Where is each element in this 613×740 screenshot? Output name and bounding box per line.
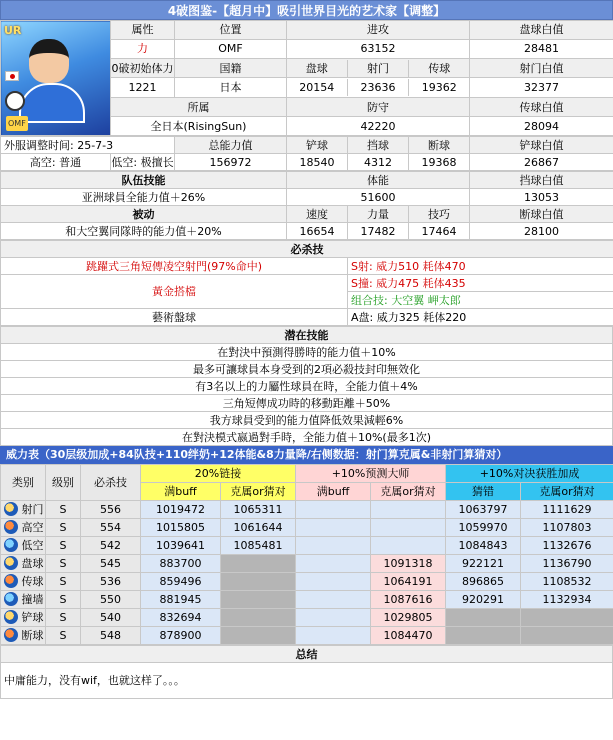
low-ball-icon [4, 538, 18, 552]
row-type-label: 撞墙 [21, 593, 44, 606]
pass-label: 传球 [428, 61, 451, 75]
pos-value: OMF [175, 39, 287, 58]
latent-item: 我方球員受到的能力值降低效果減輕6% [1, 412, 613, 429]
pos-label: 位置 [175, 21, 287, 40]
latent-label: 潜在技能 [1, 327, 613, 344]
row-duel-wrong: 896865 [446, 573, 521, 591]
row-skill: 542 [81, 537, 141, 555]
dribble-white-value: 28481 [470, 39, 613, 58]
group-predict: +10%预测大师 [296, 465, 446, 483]
special-skill-2-combo: 组合技: 大空翼 岬太郎 [348, 292, 613, 309]
row-level: S [46, 519, 81, 537]
row-link-counter [221, 573, 296, 591]
table-row [1, 501, 613, 519]
row-predict-full [296, 627, 371, 645]
pass-value: 19362 [421, 81, 457, 95]
row-link-counter [221, 609, 296, 627]
intercept-label: 断球 [409, 137, 470, 154]
tackle-icon [4, 610, 18, 624]
low-ball-rating: 低空: 极擅长 [111, 155, 174, 169]
power-table-header: 威力表（30层级加成+84队技+110绊奶+12体能&8力量降/右侧数据：射门算克属&非射门算猜对） [0, 446, 613, 464]
latent-item: 在對決中預測得勝時的能力值＋10% [1, 344, 613, 361]
tackle-label: 铲球 [287, 137, 348, 154]
dribble-value: 20154 [287, 79, 347, 96]
row-level: S [46, 555, 81, 573]
shoot-white-value: 32377 [470, 78, 613, 98]
row-link-counter [221, 555, 296, 573]
row-duel-counter [521, 609, 613, 627]
shoot-icon [4, 502, 18, 516]
row-level: S [46, 627, 81, 645]
row-skill: 545 [81, 555, 141, 573]
sub-full-buff-1: 满buff [141, 483, 221, 501]
row-type [1, 555, 46, 573]
latent-item: 有3名以上的力屬性球員在時，全能力值＋4% [1, 378, 613, 395]
row-duel-wrong [446, 609, 521, 627]
pass-white-label: 传球白值 [470, 98, 613, 117]
special-skill-table [0, 240, 613, 326]
row-link-full: 859496 [141, 573, 221, 591]
shoot-value: 23636 [347, 79, 409, 96]
col-skill: 必杀技 [81, 465, 141, 501]
row-duel-wrong [446, 627, 521, 645]
block-white-label: 挡球白值 [470, 172, 613, 189]
intercept-value: 19368 [409, 154, 470, 171]
passive-label: 被动 [1, 206, 287, 223]
special-skill-1-name: 跳躍式三角短傳凌空射門(97%命中) [1, 258, 348, 275]
dribble-white-label: 盘球白值 [470, 21, 613, 40]
special-skill-2-info: S撞: 威力475 耗体435 [348, 275, 613, 292]
special-label: 必杀技 [1, 241, 613, 258]
row-skill: 554 [81, 519, 141, 537]
row-level: S [46, 501, 81, 519]
total-value: 156972 [175, 154, 287, 171]
japan-flag-icon [5, 71, 19, 81]
table-row [1, 537, 613, 555]
page-title: 4破图鉴-【超月中】吸引世界目光的艺术家【调整】 [0, 0, 613, 20]
stamina-value: 1221 [111, 78, 175, 98]
power-table [0, 464, 613, 645]
row-link-full: 883700 [141, 555, 221, 573]
row-type-label: 高空 [21, 521, 44, 534]
stamina-stat-label: 体能 [287, 172, 470, 189]
summary-label: 总结 [1, 646, 613, 663]
row-duel-counter: 1132934 [521, 591, 613, 609]
dribble-icon [4, 556, 18, 570]
row-duel-counter [521, 627, 613, 645]
row-duel-wrong: 1063797 [446, 501, 521, 519]
summary-table [0, 645, 613, 699]
summary-text: 中庸能力，没有wif，也就这样了。。。 [1, 663, 613, 699]
sub-counter-2: 克属or猜对 [371, 483, 446, 501]
ur-rarity-badge: UR [4, 24, 22, 37]
attack-sub-values [287, 78, 470, 98]
shoot-white-label: 射门白值 [470, 58, 613, 78]
row-predict-counter: 1091318 [371, 555, 446, 573]
row-duel-counter: 1107803 [521, 519, 613, 537]
speed-label: 速度 [287, 206, 348, 223]
row-type [1, 591, 46, 609]
row-type [1, 627, 46, 645]
row-level: S [46, 609, 81, 627]
defense-label: 防守 [287, 98, 470, 117]
position-badge: OMF [6, 116, 28, 131]
row-type-label: 断球 [21, 629, 44, 642]
row-duel-counter: 1111629 [521, 501, 613, 519]
sub-counter-1: 克属or猜对 [221, 483, 296, 501]
technique-value: 17464 [409, 223, 470, 240]
player-face-icon [29, 39, 69, 83]
table-row [1, 519, 613, 537]
adjust-table [0, 136, 613, 171]
player-shirt-icon [19, 83, 85, 123]
row-level: S [46, 573, 81, 591]
row-predict-full [296, 609, 371, 627]
intercept-white-value: 28100 [470, 223, 613, 240]
team-skill-text: 亚洲球員全能力值＋26% [1, 189, 287, 206]
row-predict-counter [371, 519, 446, 537]
speed-value: 16654 [287, 223, 348, 240]
row-link-full: 881945 [141, 591, 221, 609]
col-level: 级别 [46, 465, 81, 501]
table-row [1, 609, 613, 627]
row-type-label: 低空 [21, 539, 44, 552]
row-level: S [46, 537, 81, 555]
technique-label: 技巧 [409, 206, 470, 223]
adjust-date: 外服调整时间: 25-7-3 [1, 137, 175, 154]
row-link-counter: 1085481 [221, 537, 296, 555]
special-skill-3-info: A盘: 威力325 耗体220 [348, 309, 613, 326]
player-card-portrait [1, 21, 111, 136]
row-predict-counter [371, 501, 446, 519]
latent-item: 最多可讓球員本身受到的2項必殺技封印無效化 [1, 361, 613, 378]
row-duel-wrong: 922121 [446, 555, 521, 573]
tackle-white-label: 铲球白值 [470, 137, 613, 154]
row-link-full: 832694 [141, 609, 221, 627]
row-type-label: 铲球 [21, 611, 44, 624]
row-type-label: 传球 [21, 575, 44, 588]
row-predict-counter: 1087616 [371, 591, 446, 609]
row-duel-counter: 1108532 [521, 573, 613, 591]
row-duel-wrong: 920291 [446, 591, 521, 609]
row-skill: 540 [81, 609, 141, 627]
latent-item: 在對決模式嬴過對手時，全能力值＋10%(最多1次) [1, 429, 613, 446]
special-skill-2-name: 黃金搭檔 [1, 275, 348, 309]
row-predict-full [296, 555, 371, 573]
row-skill: 550 [81, 591, 141, 609]
team-label: 所属 [111, 98, 287, 117]
row-predict-counter: 1084470 [371, 627, 446, 645]
row-skill: 548 [81, 627, 141, 645]
block-white-value: 13053 [470, 189, 613, 206]
table-row [1, 591, 613, 609]
intercept-icon [4, 628, 18, 642]
team-value: 全日本(RisingSun) [111, 117, 287, 136]
row-duel-wrong: 1084843 [446, 537, 521, 555]
table-row [1, 573, 613, 591]
sub-full-buff-2: 满buff [296, 483, 371, 501]
sub-counter-3: 克属or猜对 [521, 483, 613, 501]
latent-skill-table [0, 326, 613, 446]
stamina-stat-value: 51600 [287, 189, 470, 206]
table-row [1, 627, 613, 645]
tackle-value: 18540 [287, 154, 348, 171]
attr-value: 力 [111, 39, 175, 58]
row-type [1, 501, 46, 519]
row-link-full: 1019472 [141, 501, 221, 519]
high-ball-icon [4, 520, 18, 534]
row-predict-counter: 1064191 [371, 573, 446, 591]
attack-sub-labels [287, 58, 470, 78]
group-link: 20%链接 [141, 465, 296, 483]
attr-label: 属性 [111, 21, 175, 40]
row-predict-full [296, 537, 371, 555]
shoot-label: 射门 [347, 60, 409, 77]
soccer-ball-icon [5, 91, 25, 111]
nation-label: 国籍 [175, 58, 287, 78]
row-type [1, 519, 46, 537]
row-predict-full [296, 501, 371, 519]
row-type [1, 609, 46, 627]
team-skill-label: 队伍技能 [1, 172, 287, 189]
attack-value: 63152 [287, 39, 470, 58]
row-type [1, 573, 46, 591]
intercept-white-label: 断球白值 [470, 206, 613, 223]
total-label: 总能力值 [175, 137, 287, 154]
power-label: 力量 [348, 206, 409, 223]
block-label: 挡球 [348, 137, 409, 154]
row-level: S [46, 591, 81, 609]
row-predict-full [296, 573, 371, 591]
table-row [1, 555, 613, 573]
power-value: 17482 [348, 223, 409, 240]
sub-guess-wrong: 猜错 [446, 483, 521, 501]
high-ball-rating: 高空: 普通 [1, 154, 111, 171]
dribble-label: 盘球 [287, 60, 347, 77]
special-skill-3-name: 藝術盤球 [1, 309, 348, 326]
latent-item: 三角短傳成功時的移動距離＋50% [1, 395, 613, 412]
stamina-label: 0破初始体力 [111, 58, 175, 78]
skill-table [0, 171, 613, 240]
col-type: 类别 [1, 465, 46, 501]
row-duel-wrong: 1059970 [446, 519, 521, 537]
block-value: 4312 [348, 154, 409, 171]
row-link-full: 1039641 [141, 537, 221, 555]
basic-info-table [0, 20, 613, 136]
row-type [1, 537, 46, 555]
row-link-counter [221, 627, 296, 645]
row-link-full: 1015805 [141, 519, 221, 537]
row-type-label: 射门 [21, 503, 44, 516]
pass-icon [4, 574, 18, 588]
row-skill: 556 [81, 501, 141, 519]
attack-label: 进攻 [287, 21, 470, 40]
row-type-label: 盘球 [21, 557, 44, 570]
row-predict-counter [371, 537, 446, 555]
row-link-full: 878900 [141, 627, 221, 645]
row-skill: 536 [81, 573, 141, 591]
row-predict-full [296, 591, 371, 609]
row-duel-counter: 1136790 [521, 555, 613, 573]
pass-white-value: 28094 [470, 117, 613, 136]
row-predict-counter: 1029805 [371, 609, 446, 627]
row-link-counter [221, 591, 296, 609]
nation-value: 日本 [175, 78, 287, 98]
special-skill-1-info: S射: 威力510 耗体470 [348, 258, 613, 275]
defense-value: 42220 [287, 117, 470, 136]
one-two-icon [4, 592, 18, 606]
row-duel-counter: 1132676 [521, 537, 613, 555]
passive-text: 和大空翼同隊時的能力值＋20% [1, 223, 287, 240]
row-link-counter: 1065311 [221, 501, 296, 519]
row-link-counter: 1061644 [221, 519, 296, 537]
tackle-white-value: 26867 [470, 154, 613, 171]
group-duel: +10%对决获胜加成 [446, 465, 613, 483]
row-predict-full [296, 519, 371, 537]
